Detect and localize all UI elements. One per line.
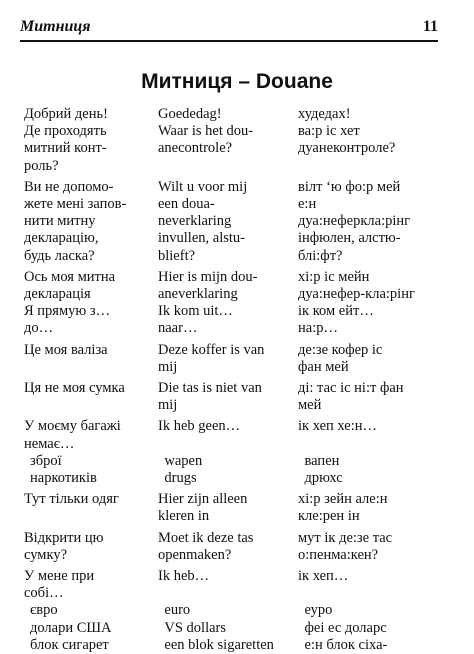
dutch-phrase: Deze koffer is van xyxy=(158,341,265,358)
ukrainian-phrase: сумку? xyxy=(24,546,68,563)
transcription: мей xyxy=(298,397,322,414)
dutch-phrase xyxy=(158,158,298,175)
ukrainian-phrase: Де проходять xyxy=(24,123,107,140)
phrase-row xyxy=(24,637,454,654)
dutch-phrase: Hier zijn alleen xyxy=(158,491,248,508)
phrase-row xyxy=(24,286,454,303)
transcription xyxy=(298,158,454,175)
phrase-row xyxy=(24,436,454,453)
phrase-row xyxy=(24,140,454,157)
phrase-table xyxy=(24,106,454,654)
dutch-phrase: blieft? xyxy=(158,247,196,264)
transcription: е:н xyxy=(298,196,317,213)
ukrainian-phrase: Я прямую з… xyxy=(24,303,111,320)
page-number: 11 xyxy=(422,18,438,35)
transcription: дуанеконтроле? xyxy=(298,140,396,157)
phrase-row xyxy=(24,158,454,175)
phrase-row xyxy=(24,248,454,265)
transcription: ік ком ейт… xyxy=(298,303,374,320)
transcription: ва:р іс хет xyxy=(298,123,360,140)
dutch-phrase: een blok sigaretten xyxy=(164,636,274,653)
ukrainian-phrase: У моєму багажі xyxy=(24,418,121,435)
transcription: на:р… xyxy=(298,320,338,337)
dutch-phrase: wapen xyxy=(164,452,203,469)
dutch-phrase xyxy=(158,436,298,453)
phrase-row xyxy=(24,530,454,547)
dutch-phrase: kleren in xyxy=(158,508,210,525)
dutch-phrase: drugs xyxy=(164,470,197,487)
header-title: Митниця xyxy=(20,18,91,35)
dutch-phrase: Moet ik deze tas xyxy=(158,529,254,546)
ukrainian-phrase: Добрий день! xyxy=(24,106,108,122)
phrase-row xyxy=(24,359,454,376)
dutch-phrase: Waar is het dou- xyxy=(158,123,254,140)
ukrainian-phrase: У мене при xyxy=(24,568,95,585)
transcription: хі:р іс мейн xyxy=(298,268,370,285)
phrase-row xyxy=(24,491,454,508)
transcription: дуа:нефер-кла:рінг xyxy=(298,286,415,303)
ukrainian-phrase: роль? xyxy=(24,157,59,174)
transcription xyxy=(298,436,454,453)
ukrainian-phrase xyxy=(24,397,158,414)
ukrainian-phrase: будь ласка? xyxy=(24,247,95,264)
ukrainian-phrase: собі… xyxy=(24,585,64,602)
transcription: ік хеп хе:н… xyxy=(298,418,378,435)
transcription: дуа:неферкла:рінг xyxy=(298,213,411,230)
transcription: худедах! xyxy=(298,106,351,122)
ukrainian-phrase: євро xyxy=(30,602,58,619)
phrase-row xyxy=(24,213,454,230)
phrase-row xyxy=(24,123,454,140)
transcription: вапен xyxy=(304,452,340,469)
phrase-row xyxy=(24,397,454,414)
ukrainian-phrase xyxy=(24,508,158,525)
dutch-phrase: Wilt u voor mij xyxy=(158,178,248,195)
ukrainian-phrase: Відкрити цю xyxy=(24,529,104,546)
dutch-phrase: mij xyxy=(158,397,178,414)
transcription: блі:фт? xyxy=(298,247,343,264)
phrase-row xyxy=(24,342,454,359)
ukrainian-phrase: зброї xyxy=(30,452,62,469)
phrase-row xyxy=(24,418,454,435)
ukrainian-phrase: митний конт- xyxy=(24,140,107,157)
dutch-phrase xyxy=(158,585,298,602)
phrase-row xyxy=(24,620,454,637)
phrase-row xyxy=(24,179,454,196)
dutch-phrase: VS dollars xyxy=(164,619,227,636)
dutch-phrase: Ik kom uit… xyxy=(158,303,233,320)
transcription xyxy=(298,585,454,602)
ukrainian-phrase: долари США xyxy=(30,619,112,636)
dutch-phrase: mij xyxy=(158,358,178,375)
ukrainian-phrase: нити митну xyxy=(24,213,96,230)
dutch-phrase: Die tas is niet van xyxy=(158,380,262,397)
running-header xyxy=(20,18,438,42)
ukrainian-phrase: немає… xyxy=(24,435,75,452)
phrase-row xyxy=(24,547,454,564)
ukrainian-phrase: блок сигарет xyxy=(30,636,109,653)
dutch-phrase: Ik heb geen… xyxy=(158,418,241,435)
transcription: фан мей xyxy=(298,358,349,375)
transcription: ді: тас іс ні:т фан xyxy=(298,380,404,397)
transcription: вілт ‘ю фо:р мей xyxy=(298,178,401,195)
transcription: о:пенма:кен? xyxy=(298,546,379,563)
ukrainian-phrase: жете мені запов- xyxy=(24,196,127,213)
dutch-phrase: aneverklaring xyxy=(158,286,238,303)
section-title: Митниця – Douane xyxy=(141,70,333,93)
dutch-phrase: een doua- xyxy=(158,196,215,213)
transcription: е:н блок сіха- xyxy=(304,636,388,653)
dutch-phrase: Hier is mijn dou- xyxy=(158,268,258,285)
ukrainian-phrase: декларацію, xyxy=(24,230,99,247)
phrase-row xyxy=(24,585,454,602)
phrase-row xyxy=(24,453,454,470)
ukrainian-phrase: декларація xyxy=(24,286,91,303)
phrase-row xyxy=(24,470,454,487)
ukrainian-phrase xyxy=(24,359,158,376)
ukrainian-phrase: до… xyxy=(24,320,54,337)
ukrainian-phrase: Ця не моя сумка xyxy=(24,380,125,397)
phrase-row xyxy=(24,320,454,337)
dutch-phrase: anecontrole? xyxy=(158,140,233,157)
transcription: мут ік де:зе тас xyxy=(298,529,393,546)
dutch-phrase: openmaken? xyxy=(158,546,232,563)
phrase-row xyxy=(24,303,454,320)
transcription: інфюлен, алстю- xyxy=(298,230,401,247)
ukrainian-phrase: Це моя валіза xyxy=(24,341,108,358)
ukrainian-phrase: наркотиків xyxy=(30,470,97,487)
phrase-row xyxy=(24,269,454,286)
phrase-row xyxy=(24,602,454,619)
ukrainian-phrase: Ви не допомо- xyxy=(24,178,114,195)
transcription: феі ес доларс xyxy=(304,619,387,636)
phrase-row xyxy=(24,230,454,247)
transcription: дрюхс xyxy=(304,470,343,487)
transcription: кле:рен ін xyxy=(298,508,360,525)
dutch-phrase: euro xyxy=(164,602,191,619)
transcription: де:зе кофер іс xyxy=(298,341,383,358)
ukrainian-phrase: Ось моя митна xyxy=(24,268,116,285)
transcription: ік хеп… xyxy=(298,568,349,585)
dutch-phrase: neverklaring xyxy=(158,213,232,230)
ukrainian-phrase: Тут тільки одяг xyxy=(24,491,119,508)
transcription: хі:р зейн але:н xyxy=(298,491,388,508)
dutch-phrase: invullen, alstu- xyxy=(158,230,245,247)
transcription: еуро xyxy=(304,602,333,619)
phrase-row xyxy=(24,380,454,397)
phrase-row xyxy=(24,508,454,525)
phrase-row xyxy=(24,568,454,585)
dutch-phrase: Ik heb… xyxy=(158,568,210,585)
phrase-row xyxy=(24,106,454,123)
dutch-phrase: Goededag! xyxy=(158,106,222,122)
phrase-row xyxy=(24,196,454,213)
dutch-phrase: naar… xyxy=(158,320,198,337)
